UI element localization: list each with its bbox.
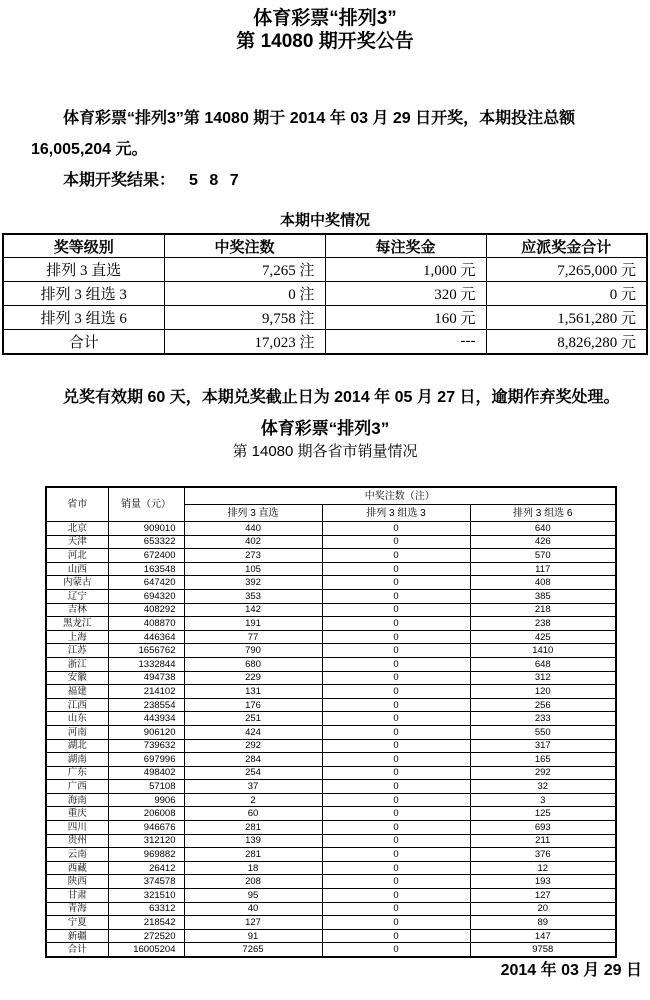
table-row [46, 685, 616, 699]
zuxuan6-cell: 127 [470, 889, 616, 903]
zhixuan-cell: 60 [184, 807, 322, 821]
zhixuan-cell: 273 [184, 549, 322, 563]
table-row [46, 821, 616, 835]
sales-amount-cell: 26412 [108, 861, 184, 875]
sales-amount-cell: 739632 [108, 739, 184, 753]
province-cell: 合计 [46, 943, 108, 957]
sales-amount-cell: 218542 [108, 916, 184, 930]
sales-amount-cell: 906120 [108, 725, 184, 739]
province-cell: 贵州 [46, 834, 108, 848]
zuxuan6-cell: 218 [470, 603, 616, 617]
zhixuan-cell: 95 [184, 889, 322, 903]
prize-table-body [3, 258, 647, 355]
table-row [46, 617, 616, 631]
page-title-line1: 体育彩票“排列3” [253, 8, 397, 29]
table-row [46, 875, 616, 889]
zhixuan-cell: 292 [184, 739, 322, 753]
zhixuan-cell: 142 [184, 603, 322, 617]
table-row [46, 943, 616, 957]
province-cell: 陕西 [46, 875, 108, 889]
intro-paragraph: 体育彩票“排列3”第 14080 期于 2014 年 03 月 29 日开奖，本期投注总额 16,005,204 元。 [31, 110, 576, 158]
zhixuan-cell: 139 [184, 834, 322, 848]
province-cell: 青海 [46, 902, 108, 916]
sales-title-line2: 第 14080 期各省市销量情况 [232, 443, 418, 460]
sales-amount-cell: 443934 [108, 712, 184, 726]
zhixuan-cell: 284 [184, 753, 322, 767]
province-cell: 北京 [46, 522, 108, 536]
zuxuan3-cell: 0 [322, 685, 470, 699]
zuxuan6-cell: 193 [470, 875, 616, 889]
zuxuan6-cell: 211 [470, 834, 616, 848]
winning-bets-cell: 17,023 注 [164, 330, 325, 355]
table-row [46, 698, 616, 712]
table-row [46, 725, 616, 739]
table-row [46, 644, 616, 658]
zhixuan-cell: 790 [184, 644, 322, 658]
zuxuan3-cell: 0 [322, 861, 470, 875]
zuxuan6-cell: 256 [470, 698, 616, 712]
table-row [46, 793, 616, 807]
table-row [46, 848, 616, 862]
sales-amount-cell: 909010 [108, 522, 184, 536]
province-cell: 四川 [46, 821, 108, 835]
prize-level-cell: 排列 3 组选 3 [3, 282, 164, 306]
table-row [46, 657, 616, 671]
footer-date: 2014 年 03 月 29 日 [500, 962, 642, 979]
prize-level-cell: 排列 3 直选 [3, 258, 164, 282]
province-cell: 甘肃 [46, 889, 108, 903]
zuxuan3-cell: 0 [322, 848, 470, 862]
sales-amount-cell: 647420 [108, 576, 184, 590]
table-row [46, 522, 616, 536]
sales-amount-cell: 446364 [108, 630, 184, 644]
table-row [3, 306, 647, 330]
zuxuan3-cell: 0 [322, 522, 470, 536]
table-row [46, 589, 616, 603]
zuxuan3-cell: 0 [322, 834, 470, 848]
zuxuan6-cell: 165 [470, 753, 616, 767]
winning-bets-cell: 7,265 注 [164, 258, 325, 282]
zuxuan6-cell: 312 [470, 671, 616, 685]
table-row [46, 916, 616, 930]
table-row [46, 562, 616, 576]
province-cell: 云南 [46, 848, 108, 862]
table-row [46, 834, 616, 848]
zuxuan6-cell: 1410 [470, 644, 616, 658]
zhixuan-cell: 105 [184, 562, 322, 576]
sales-amount-cell: 9906 [108, 793, 184, 807]
zuxuan3-cell: 0 [322, 698, 470, 712]
total-payout-cell: 7,265,000 元 [486, 258, 647, 282]
sales-amount-cell: 697996 [108, 753, 184, 767]
zuxuan6-cell: 125 [470, 807, 616, 821]
zhixuan-cell: 440 [184, 522, 322, 536]
zuxuan3-cell: 0 [322, 753, 470, 767]
total-payout-cell: 8,826,280 元 [486, 330, 647, 355]
zhixuan-cell: 251 [184, 712, 322, 726]
prize-table-title: 本期中奖情况 [279, 212, 370, 229]
header-prize-level: 奖等级别 [3, 234, 164, 258]
zhixuan-cell: 176 [184, 698, 322, 712]
zuxuan3-cell: 0 [322, 712, 470, 726]
zuxuan6-cell: 12 [470, 861, 616, 875]
zhixuan-cell: 254 [184, 766, 322, 780]
province-cell: 新疆 [46, 929, 108, 943]
prize-per-bet-cell: 160 元 [325, 306, 486, 330]
zhixuan-cell: 281 [184, 848, 322, 862]
zuxuan6-cell: 426 [470, 535, 616, 549]
draw-result-numbers: 5 8 7 [189, 172, 239, 189]
zhixuan-cell: 18 [184, 861, 322, 875]
zuxuan6-cell: 317 [470, 739, 616, 753]
sales-amount-cell: 272520 [108, 929, 184, 943]
sales-amount-cell: 672400 [108, 549, 184, 563]
header-winning-bets-group: 中奖注数（注） [184, 487, 616, 505]
sales-amount-cell: 16005204 [108, 943, 184, 957]
table-row [46, 671, 616, 685]
province-cell: 广西 [46, 780, 108, 794]
sales-amount-cell: 238554 [108, 698, 184, 712]
zuxuan3-cell: 0 [322, 657, 470, 671]
table-row [46, 889, 616, 903]
zuxuan6-cell: 385 [470, 589, 616, 603]
table-row [46, 807, 616, 821]
sales-amount-cell: 312120 [108, 834, 184, 848]
province-cell: 安徽 [46, 671, 108, 685]
page-title [0, 0, 650, 53]
prize-level-cell: 合计 [3, 330, 164, 355]
province-cell: 福建 [46, 685, 108, 699]
sales-amount-cell: 694320 [108, 589, 184, 603]
zhixuan-cell: 127 [184, 916, 322, 930]
sales-amount-cell: 498402 [108, 766, 184, 780]
table-row [46, 861, 616, 875]
zuxuan3-cell: 0 [322, 943, 470, 957]
header-prize-per-bet: 每注奖金 [325, 234, 486, 258]
total-payout-cell: 1,561,280 元 [486, 306, 647, 330]
prize-table-head [3, 234, 647, 258]
sales-amount-cell: 206008 [108, 807, 184, 821]
winning-bets-cell: 0 注 [164, 282, 325, 306]
province-cell: 湖南 [46, 753, 108, 767]
sales-amount-cell: 1332844 [108, 657, 184, 671]
redeem-paragraph: 兑奖有效期 60 天，本期兑奖截止日为 2014 年 05 月 27 日，逾期作弃奖处理。 [63, 389, 620, 406]
table-row [46, 576, 616, 590]
sales-title-line1: 体育彩票“排列3” [260, 419, 390, 438]
sales-amount-cell: 494738 [108, 671, 184, 685]
province-cell: 宁夏 [46, 916, 108, 930]
zhixuan-cell: 392 [184, 576, 322, 590]
zhixuan-cell: 424 [184, 725, 322, 739]
sales-amount-cell: 63312 [108, 902, 184, 916]
sales-amount-cell: 214102 [108, 685, 184, 699]
zuxuan3-cell: 0 [322, 793, 470, 807]
sales-amount-cell: 408292 [108, 603, 184, 617]
sales-table-head [46, 487, 616, 522]
province-cell: 河南 [46, 725, 108, 739]
province-cell: 江西 [46, 698, 108, 712]
sales-table [45, 486, 617, 958]
province-cell: 辽宁 [46, 589, 108, 603]
zuxuan3-cell: 0 [322, 929, 470, 943]
prize-table [2, 233, 648, 355]
page-title-line2: 第 14080 期开奖公告 [236, 31, 414, 52]
zuxuan3-cell: 0 [322, 875, 470, 889]
sales-amount-cell: 946676 [108, 821, 184, 835]
province-cell: 天津 [46, 535, 108, 549]
table-row [3, 258, 647, 282]
sales-amount-cell: 969882 [108, 848, 184, 862]
table-row [3, 282, 647, 306]
sales-amount-cell: 408870 [108, 617, 184, 631]
table-row [46, 780, 616, 794]
province-cell: 山西 [46, 562, 108, 576]
zuxuan6-cell: 292 [470, 766, 616, 780]
table-row [46, 739, 616, 753]
zuxuan6-cell: 120 [470, 685, 616, 699]
prize-table-header-row [3, 234, 647, 258]
zhixuan-cell: 91 [184, 929, 322, 943]
province-cell: 山东 [46, 712, 108, 726]
header-province: 省市 [46, 487, 108, 522]
zhixuan-cell: 680 [184, 657, 322, 671]
zhixuan-cell: 77 [184, 630, 322, 644]
zuxuan3-cell: 0 [322, 630, 470, 644]
table-row [46, 549, 616, 563]
table-row [46, 766, 616, 780]
zuxuan3-cell: 0 [322, 576, 470, 590]
zuxuan6-cell: 20 [470, 902, 616, 916]
zuxuan3-cell: 0 [322, 821, 470, 835]
zhixuan-cell: 40 [184, 902, 322, 916]
table-row [46, 712, 616, 726]
zuxuan3-cell: 0 [322, 562, 470, 576]
prize-per-bet-cell: 320 元 [325, 282, 486, 306]
table-row [46, 535, 616, 549]
zuxuan6-cell: 147 [470, 929, 616, 943]
prize-level-cell: 排列 3 组选 6 [3, 306, 164, 330]
province-cell: 海南 [46, 793, 108, 807]
sales-amount-cell: 57108 [108, 780, 184, 794]
zuxuan3-cell: 0 [322, 535, 470, 549]
table-row [46, 603, 616, 617]
sales-section-title [0, 418, 650, 464]
sales-header-row1 [46, 487, 616, 505]
winning-bets-cell: 9,758 注 [164, 306, 325, 330]
zuxuan3-cell: 0 [322, 725, 470, 739]
draw-result-label: 本期开奖结果： [63, 172, 176, 189]
sales-amount-cell: 653322 [108, 535, 184, 549]
header-zuxuan6: 排列 3 组选 6 [470, 505, 616, 522]
province-cell: 黑龙江 [46, 617, 108, 631]
zuxuan3-cell: 0 [322, 766, 470, 780]
draw-result-line [31, 165, 640, 196]
zuxuan3-cell: 0 [322, 739, 470, 753]
zhixuan-cell: 229 [184, 671, 322, 685]
zhixuan-cell: 208 [184, 875, 322, 889]
zhixuan-cell: 7265 [184, 943, 322, 957]
province-cell: 西藏 [46, 861, 108, 875]
province-cell: 浙江 [46, 657, 108, 671]
header-total-payout: 应派奖金合计 [486, 234, 647, 258]
zuxuan6-cell: 408 [470, 576, 616, 590]
zuxuan3-cell: 0 [322, 549, 470, 563]
header-zuxuan3: 排列 3 组选 3 [322, 505, 470, 522]
province-cell: 内蒙古 [46, 576, 108, 590]
sales-table-body [46, 522, 616, 958]
zuxuan3-cell: 0 [322, 807, 470, 821]
prize-per-bet-cell: --- [325, 330, 486, 355]
province-cell: 湖北 [46, 739, 108, 753]
zuxuan6-cell: 117 [470, 562, 616, 576]
province-cell: 吉林 [46, 603, 108, 617]
zuxuan6-cell: 550 [470, 725, 616, 739]
zuxuan6-cell: 238 [470, 617, 616, 631]
zuxuan3-cell: 0 [322, 902, 470, 916]
table-row [46, 753, 616, 767]
zuxuan6-cell: 32 [470, 780, 616, 794]
zuxuan6-cell: 640 [470, 522, 616, 536]
sales-amount-cell: 321510 [108, 889, 184, 903]
table-row [46, 929, 616, 943]
zuxuan3-cell: 0 [322, 889, 470, 903]
zhixuan-cell: 402 [184, 535, 322, 549]
zuxuan3-cell: 0 [322, 589, 470, 603]
zuxuan6-cell: 376 [470, 848, 616, 862]
zuxuan3-cell: 0 [322, 780, 470, 794]
zuxuan6-cell: 3 [470, 793, 616, 807]
zhixuan-cell: 37 [184, 780, 322, 794]
zuxuan3-cell: 0 [322, 671, 470, 685]
zuxuan6-cell: 9758 [470, 943, 616, 957]
total-payout-cell: 0 元 [486, 282, 647, 306]
zuxuan3-cell: 0 [322, 617, 470, 631]
header-zhixuan: 排列 3 直选 [184, 505, 322, 522]
zhixuan-cell: 131 [184, 685, 322, 699]
zuxuan6-cell: 570 [470, 549, 616, 563]
province-cell: 上海 [46, 630, 108, 644]
prize-per-bet-cell: 1,000 元 [325, 258, 486, 282]
zhixuan-cell: 353 [184, 589, 322, 603]
zuxuan3-cell: 0 [322, 644, 470, 658]
province-cell: 江苏 [46, 644, 108, 658]
zuxuan3-cell: 0 [322, 603, 470, 617]
zuxuan6-cell: 425 [470, 630, 616, 644]
sales-amount-cell: 1656762 [108, 644, 184, 658]
table-row [46, 630, 616, 644]
header-winning-bets: 中奖注数 [164, 234, 325, 258]
zhixuan-cell: 281 [184, 821, 322, 835]
sales-amount-cell: 163548 [108, 562, 184, 576]
province-cell: 重庆 [46, 807, 108, 821]
province-cell: 河北 [46, 549, 108, 563]
province-cell: 广东 [46, 766, 108, 780]
table-row [3, 330, 647, 355]
zuxuan6-cell: 89 [470, 916, 616, 930]
zuxuan6-cell: 648 [470, 657, 616, 671]
zuxuan6-cell: 693 [470, 821, 616, 835]
header-sales: 销量（元） [108, 487, 184, 522]
zhixuan-cell: 191 [184, 617, 322, 631]
sales-amount-cell: 374578 [108, 875, 184, 889]
table-row [46, 902, 616, 916]
zuxuan6-cell: 233 [470, 712, 616, 726]
zhixuan-cell: 2 [184, 793, 322, 807]
zuxuan3-cell: 0 [322, 916, 470, 930]
